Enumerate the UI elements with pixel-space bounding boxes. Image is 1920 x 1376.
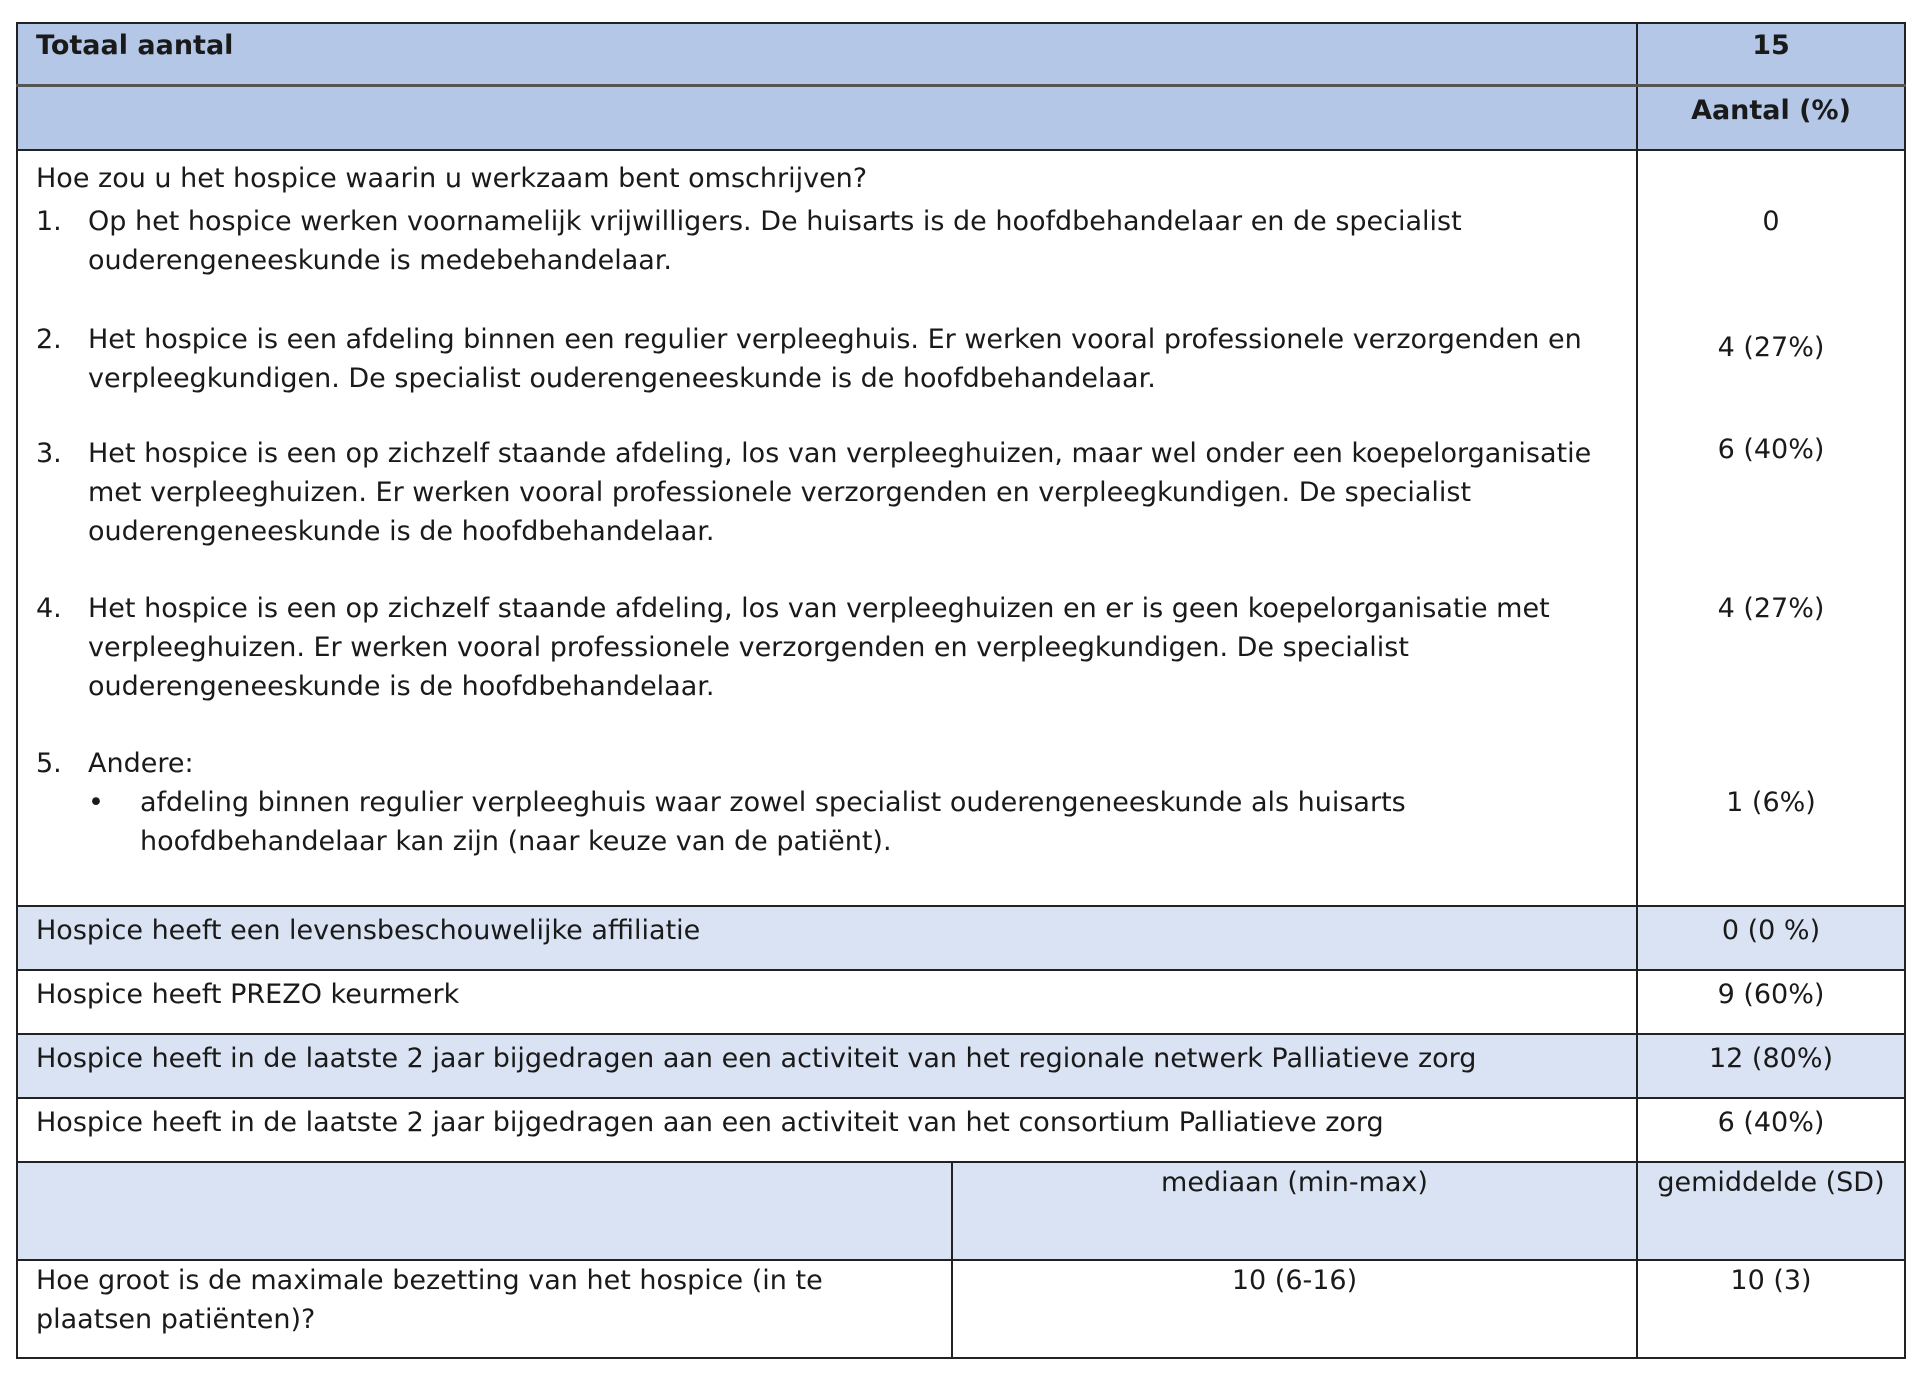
column-header-aantal: Aantal (%) xyxy=(1637,86,1905,151)
header-empty-cell xyxy=(17,86,1637,151)
question-row xyxy=(17,150,1905,198)
row-label: Hospice heeft in de laatste 2 jaar bijgedragen aan een activiteit van het regionale netwerk Palliatieve zorg xyxy=(17,1034,1637,1098)
list-item-value: 4 (27%) xyxy=(1637,292,1905,410)
list-item xyxy=(17,198,1905,292)
list-item-number: 3. xyxy=(36,438,62,469)
list-item-content xyxy=(36,589,1618,706)
bullet-mark: • xyxy=(88,787,104,818)
list-item-text: Andere: xyxy=(88,748,194,779)
stats-row-label: Hoe groot is de maximale bezetting van het hospice (in te plaatsen patiënten)? xyxy=(17,1260,952,1358)
row-value: 0 (0 %) xyxy=(1637,906,1905,970)
row-label: Hospice heeft PREZO keurmerk xyxy=(17,970,1637,1034)
stats-header-median: mediaan (min-max) xyxy=(952,1162,1637,1260)
stats-row-median: 10 (6-16) xyxy=(952,1260,1637,1358)
list-item-text: Het hospice is een op zichzelf staande afdeling, los van verpleeghuizen en er is geen koepelorganisatie met verpleeghuizen. Er werken vooral professionele verzorgenden en verpleegkundigen. De specialist ouderengeneeskunde is de hoofdbehandelaar. xyxy=(88,593,1550,702)
list-item-content xyxy=(36,202,1618,280)
list-item-content xyxy=(36,744,1618,861)
list-item-text: Het hospice is een afdeling binnen een regulier verpleeghuis. Er werken vooral professionele verzorgenden en verpleegkundigen. De specialist ouderengeneeskunde is de hoofdbehandelaar. xyxy=(88,324,1582,394)
list-item-number: 1. xyxy=(36,206,62,237)
row-label: Hospice heeft een levensbeschouwelijke affiliatie xyxy=(17,906,1637,970)
list-item xyxy=(17,718,1905,906)
list-item-content xyxy=(36,434,1618,551)
table-row xyxy=(17,1098,1905,1162)
list-item-text: Het hospice is een op zichzelf staande afdeling, los van verpleeghuizen, maar wel onder een koepelorganisatie met verpleeghuizen. Er werken vooral professionele verzorgenden en verpleegkundigen. De specialist ouderengeneeskunde is de hoofdbehandelaar. xyxy=(88,438,1592,547)
row-value: 9 (60%) xyxy=(1637,970,1905,1034)
total-row xyxy=(17,23,1905,86)
list-item-content xyxy=(36,320,1618,398)
stats-header-row xyxy=(17,1162,1905,1260)
list-item-number: 5. xyxy=(36,748,62,779)
stats-row xyxy=(17,1260,1905,1358)
table-row xyxy=(17,906,1905,970)
list-item xyxy=(17,292,1905,410)
total-label: Totaal aantal xyxy=(17,23,1637,86)
list-item xyxy=(17,563,1905,718)
column-header-row xyxy=(17,86,1905,151)
table-row xyxy=(17,970,1905,1034)
list-item-number: 4. xyxy=(36,593,62,624)
question-value-cell xyxy=(1637,150,1905,198)
stats-row-mean: 10 (3) xyxy=(1637,1260,1905,1358)
list-item-value: 0 xyxy=(1637,198,1905,292)
stats-header-mean: gemiddelde (SD) xyxy=(1637,1162,1905,1260)
question-text: Hoe zou u het hospice waarin u werkzaam bent omschrijven? xyxy=(17,150,1637,198)
list-item xyxy=(17,410,1905,563)
list-item-value: 1 (6%) xyxy=(1726,787,1816,818)
bullet-item xyxy=(88,783,1618,861)
list-item-number: 2. xyxy=(36,324,62,355)
list-item-text: Op het hospice werken voornamelijk vrijwilligers. De huisarts is de hoofdbehandelaar en de specialist ouderengeneeskunde is medebehandelaar. xyxy=(88,206,1462,276)
hospice-table-container xyxy=(16,22,1904,1359)
total-value: 15 xyxy=(1637,23,1905,86)
bullet-text: afdeling binnen regulier verpleeghuis waar zowel specialist ouderengeneeskunde als huisarts hoofdbehandelaar kan zijn (naar keuze van de patiënt). xyxy=(140,787,1406,857)
row-label: Hospice heeft in de laatste 2 jaar bijgedragen aan een activiteit van het consortium Palliatieve zorg xyxy=(17,1098,1637,1162)
stats-header-empty-cell xyxy=(17,1162,952,1260)
table-row xyxy=(17,1034,1905,1098)
hospice-characteristics-table xyxy=(16,22,1906,1359)
row-value: 6 (40%) xyxy=(1637,1098,1905,1162)
list-item-value: 6 (40%) xyxy=(1637,410,1905,563)
list-item-value: 4 (27%) xyxy=(1637,563,1905,718)
row-value: 12 (80%) xyxy=(1637,1034,1905,1098)
